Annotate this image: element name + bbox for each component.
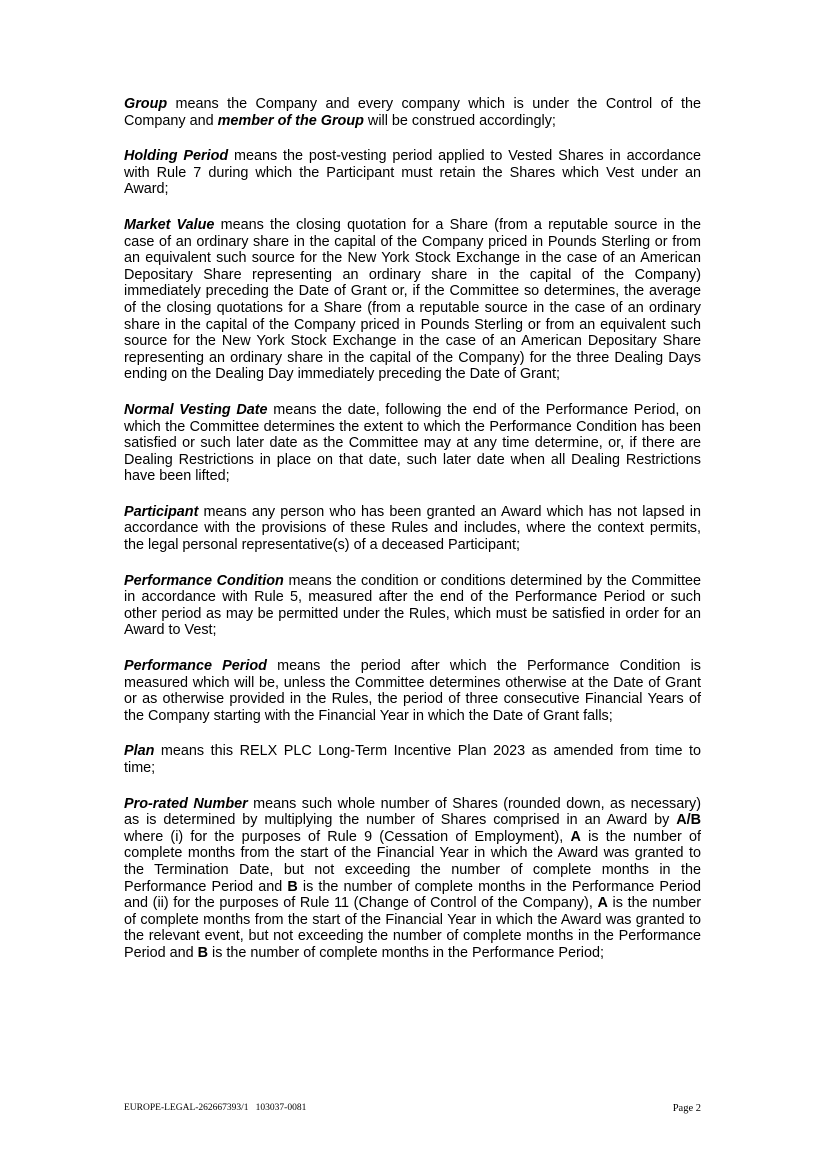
definition-pro-rated-number [124,796,701,962]
definition-text: means the period after which the Performance Condition is measured which will be, unless the Committee determines otherwise at the Date of Grant or as otherwise provided in the Rules, the period of three consecutive Financial Years of the Company starting with the Financial Year in which the Date of Grant falls; [124,658,701,724]
defined-term: Market Value [124,216,215,233]
definition-text: means the condition or conditions determined by the Committee in accordance with Rule 5, measured after the end of the Performance Period or such other period as may be permitted under the Rules, which must be satisfied in order for an Award to Vest; [124,572,701,639]
page-number: Page 2 [672,1103,701,1114]
emphasized-text: B [287,878,298,895]
emphasized-text: B [197,944,209,961]
definition-market-value [124,217,701,383]
definition-text: means such whole number of Shares (rounded down, as necessary) as is determined by multiplying the number of Shares comprised in an Award by [124,795,702,829]
definition-text: where (i) for the purposes of Rule 9 (Cessation of Employment), [124,828,571,845]
definition-text: means the date, following the end of the Performance Period, on which the Committee determines the extent to which the Performance Condition has been satisfied or such later date as the Committee may at any time determine, or, if there are Dealing Restrictions in place on that date, such later date when all Dealing Restrictions have been lifted; [124,401,702,485]
definition-text: will be construed accordingly; [363,112,556,129]
definition-participant [124,504,701,554]
definition-text: is the number of complete months from the start of the Financial Year in which the Award was granted to the relevant event, but not exceeding the number of complete months in the Performance Period and [124,895,702,961]
emphasized-text: A [570,828,581,845]
defined-term: Pro-rated Number [124,795,248,812]
definition-text: means the post-vesting period applied to Vested Shares in accordance with Rule 7 during which the Participant must retain the Shares which Vest under an Award; [124,148,701,198]
defined-term: Group [124,96,168,112]
definition-text: is the number of complete months in the Performance Period and (ii) for the purposes of Rule 11 (Change of Control of the Company), [124,878,701,912]
defined-term: Normal Vesting Date [124,401,268,418]
definition-plan [124,743,701,776]
definition-performance-condition [124,573,701,639]
defined-term: Plan [124,743,155,760]
definition-performance-period [124,658,701,724]
defined-term: Performance Period [124,658,267,675]
defined-term: Performance Condition [124,572,284,589]
definition-text: is the number of complete months from the start of the Financial Year in which the Award was granted to the Termination Date, but not exceeding the number of complete months in the Performance Period and [124,828,701,895]
definition-text: means the closing quotation for a Share (from a reputable source in the case of an ordinary share in the capital of the Company priced in Pounds Sterling or from an equivalent such source for the New York Stock Exchange in the case of an American Depositary Share representing an ordinary share in the capital of the Company) immediately preceding the Date of Grant or, if the Committee so determines, the average of the closing quotations for a Share (from a reputable source in the case of an ordinary share in the capital of the Company priced in Pounds Sterling or from an equivalent such source for the New York Stock Exchange in the case of an American Depositary Share representing an ordinary share in the capital of the Company) for the three Dealing Days ending on the Dealing Day immediately preceding the Date of Grant; [124,216,701,383]
emphasized-text: A [597,895,608,912]
definition-text: means any person who has been granted an Award which has not lapsed in accordance with the provisions of these Rules and includes, where the context permits, the legal personal representative(s) of a deceased Participant; [124,503,701,554]
definition-group [124,96,701,129]
definition-holding-period [124,148,701,198]
definition-text: means the Company and every company which is under the Control of the Company and [124,96,701,129]
defined-term: Participant [124,503,199,520]
document-reference: EUROPE-LEGAL-262667393/1 103037-0081 [124,1103,307,1113]
emphasized-text: A/B [676,812,701,829]
definition-text: means this RELX PLC Long-Term Incentive Plan 2023 as amended from time to time; [124,743,701,776]
definition-text: is the number of complete months in the Performance Period; [208,944,604,961]
emphasized-text: member of the Group [217,112,364,129]
defined-term: Holding Period [124,148,229,165]
definition-normal-vesting-date [124,402,701,485]
document-body [124,96,701,981]
